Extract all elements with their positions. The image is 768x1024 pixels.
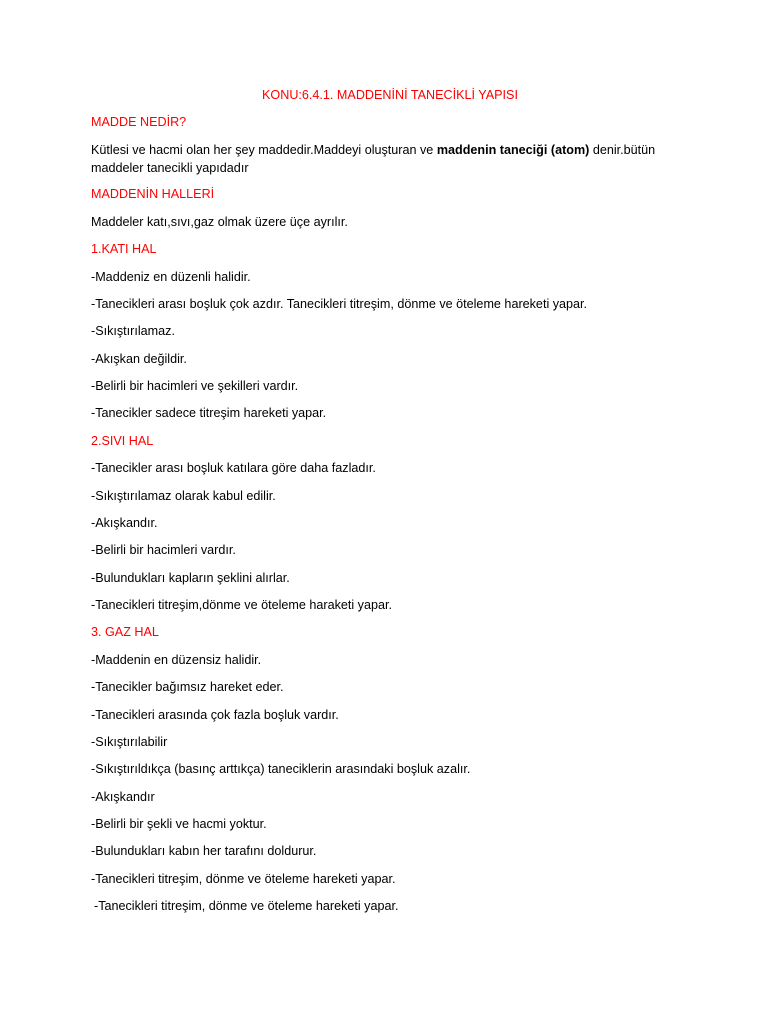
list-item: -Bulundukları kapların şeklini alırlar.: [91, 571, 290, 585]
bold-term-atom: maddenin taneciği (atom): [436, 143, 590, 157]
list-item: -Tanecikleri arasında çok fazla boşluk vardır.: [91, 708, 339, 722]
list-item: -Sıkıştırılabilir: [91, 735, 168, 749]
list-item: -Tanecikler bağımsız hareket eder.: [91, 680, 284, 694]
list-item: -Tanecikleri titreşim, dönme ve öteleme hareketi yapar.: [91, 872, 396, 886]
list-item: -Sıkıştırılamaz olarak kabul edilir.: [91, 489, 276, 503]
list-item: -Sıkıştırılamaz.: [91, 324, 175, 338]
list-item: -Akışkandır.: [91, 516, 158, 530]
list-item: -Tanecikler arası boşluk katılara göre daha fazladır.: [91, 461, 376, 475]
list-item: -Tanecikler sadece titreşim hareketi yapar.: [91, 406, 327, 420]
heading-sivi-hal: 2.SIVI HAL: [91, 434, 154, 448]
document-title: KONU:6.4.1. MADDENİNİ TANECİKLİ YAPISI: [262, 88, 518, 102]
paragraph-madde-definition-line2: maddeler tanecikli yapıdadır: [91, 161, 249, 175]
paragraph-halleri: Maddeler katı,sıvı,gaz olmak üzere üçe ayrılır.: [91, 215, 348, 229]
list-item: -Belirli bir hacimleri ve şekilleri vardır.: [91, 379, 299, 393]
list-item: -Bulundukları kabın her tarafını doldurur.: [91, 844, 317, 858]
paragraph-text: Kütlesi ve hacmi olan her şey maddedir.Maddeyi oluşturan ve: [91, 143, 437, 157]
paragraph-madde-definition-line1: [91, 141, 655, 159]
list-item: -Belirli bir şekli ve hacmi yoktur.: [91, 817, 267, 831]
list-item: -Akışkan değildir.: [91, 352, 187, 366]
heading-maddenin-halleri: MADDENİN HALLERİ: [91, 187, 215, 201]
list-item: -Maddenin en düzensiz halidir.: [91, 653, 262, 667]
list-item: -Tanecikleri arası boşluk çok azdır. Tanecikleri titreşim, dönme ve öteleme hareketi yapar.: [91, 297, 588, 311]
heading-madde-nedir: MADDE NEDİR?: [91, 115, 187, 129]
paragraph-text: denir.bütün: [589, 143, 656, 157]
list-item: -Akışkandır: [91, 790, 155, 804]
list-item: -Maddeniz en düzenli halidir.: [91, 270, 251, 284]
list-item: -Tanecikleri titreşim, dönme ve öteleme hareketi yapar.: [94, 899, 399, 913]
list-item: -Tanecikleri titreşim,dönme ve öteleme haraketi yapar.: [91, 598, 392, 612]
heading-gaz-hal: 3. GAZ HAL: [91, 625, 159, 639]
list-item: -Sıkıştırıldıkça (basınç arttıkça) taneciklerin arasındaki boşluk azalır.: [91, 762, 471, 776]
heading-kati-hal: 1.KATI HAL: [91, 242, 157, 256]
list-item: -Belirli bir hacimleri vardır.: [91, 543, 236, 557]
